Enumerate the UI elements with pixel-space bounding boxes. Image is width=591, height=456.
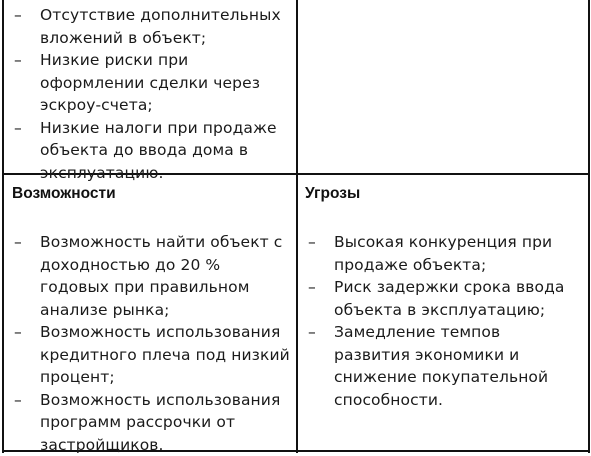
dash-bullet: –: [14, 231, 32, 254]
list-item: – Низкие риски при оформлении сделки через эскроу-счета;: [14, 49, 290, 117]
list-item: – Возможность использования кредитного плеча под низкий процент;: [14, 321, 292, 389]
dash-bullet: –: [308, 321, 326, 344]
list-item: – Риск задержки срока ввода объекта в эксплуатацию;: [308, 276, 581, 321]
opportunities-heading: Возможности: [12, 184, 292, 204]
opportunities-list: [14, 231, 292, 456]
dash-bullet: –: [14, 4, 32, 27]
strengths-list: [14, 4, 290, 184]
strengths-cell: [14, 4, 290, 184]
dash-bullet: –: [308, 231, 326, 254]
swot-table: [2, 0, 590, 453]
threats-cell: [305, 184, 581, 411]
list-item: – Отсутствие дополнительных вложений в объект;: [14, 4, 290, 49]
list-item: – Возможность найти объект с доходностью до 20 % годовых при правильном анализе рынка;: [14, 231, 292, 321]
dash-bullet: –: [14, 49, 32, 72]
dash-bullet: –: [14, 321, 32, 344]
opportunities-cell: [12, 184, 292, 456]
threats-heading: Угрозы: [305, 184, 581, 204]
table-divider-vertical: [296, 0, 298, 453]
list-item: – Высокая конкуренция при продаже объекта;: [308, 231, 581, 276]
list-item: – Низкие налоги при продаже объекта до ввода дома в эксплуатацию.: [14, 117, 290, 185]
dash-bullet: –: [308, 276, 326, 299]
dash-bullet: –: [14, 117, 32, 140]
list-item: – Возможность использования программ рассрочки от застройщиков.: [14, 389, 292, 456]
table-border-right: [588, 0, 590, 453]
list-item: – Замедление темпов развития экономики и снижение покупательной способности.: [308, 321, 581, 411]
table-border-left: [2, 0, 4, 453]
threats-list: [308, 231, 581, 411]
dash-bullet: –: [14, 389, 32, 412]
